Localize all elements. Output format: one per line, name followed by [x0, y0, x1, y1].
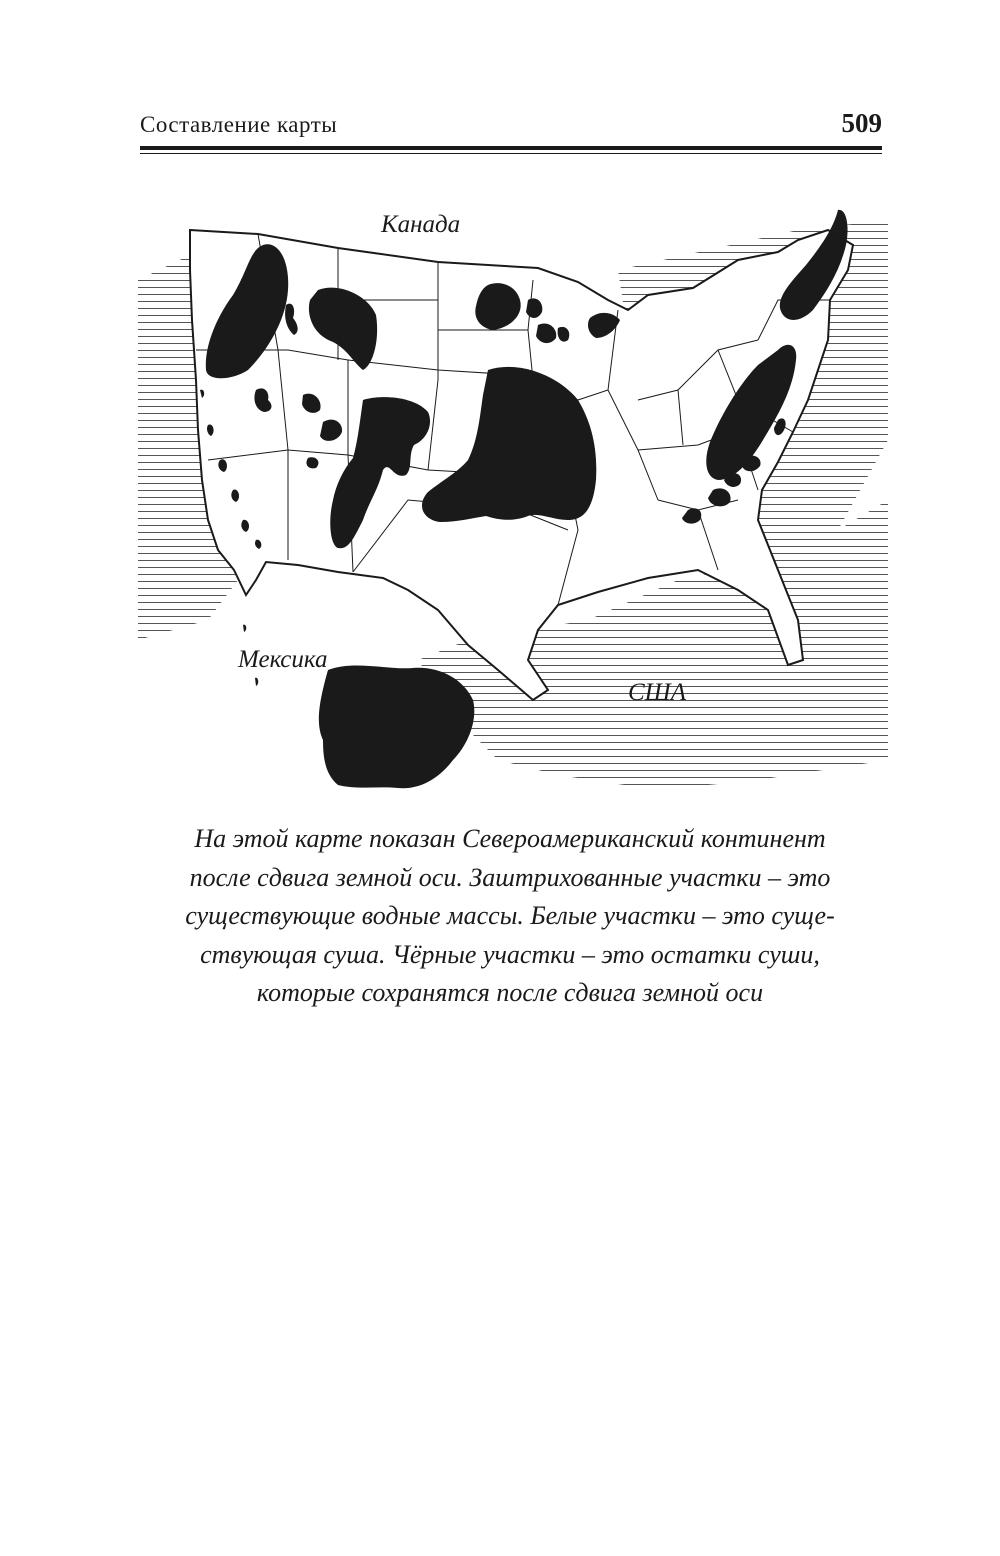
map-figure: [138, 200, 888, 800]
caption-line: ствующая суша. Чёрные участки – это остатки суши,: [200, 939, 820, 969]
header-rule-thick: [140, 146, 882, 150]
label-mexico: Мексика: [238, 646, 328, 673]
label-usa: США: [628, 679, 687, 706]
north-america-map: [138, 200, 888, 800]
caption-line: которые сохранятся после сдвига земной оси: [256, 978, 764, 1007]
header-rule-thin: [140, 153, 882, 154]
label-canada: Канада: [381, 211, 461, 238]
caption-line: На этой карте показан Североамериканский континент: [194, 824, 826, 853]
page-number: 509: [841, 108, 882, 138]
running-title: Составление карты: [140, 112, 338, 137]
caption-line: после сдвига земной оси. Заштрихованные участки – это: [189, 862, 831, 892]
running-head: [140, 106, 882, 146]
caption-line: существующие водные массы. Белые участки – это суще-: [185, 901, 835, 930]
map-caption: [130, 820, 890, 1013]
